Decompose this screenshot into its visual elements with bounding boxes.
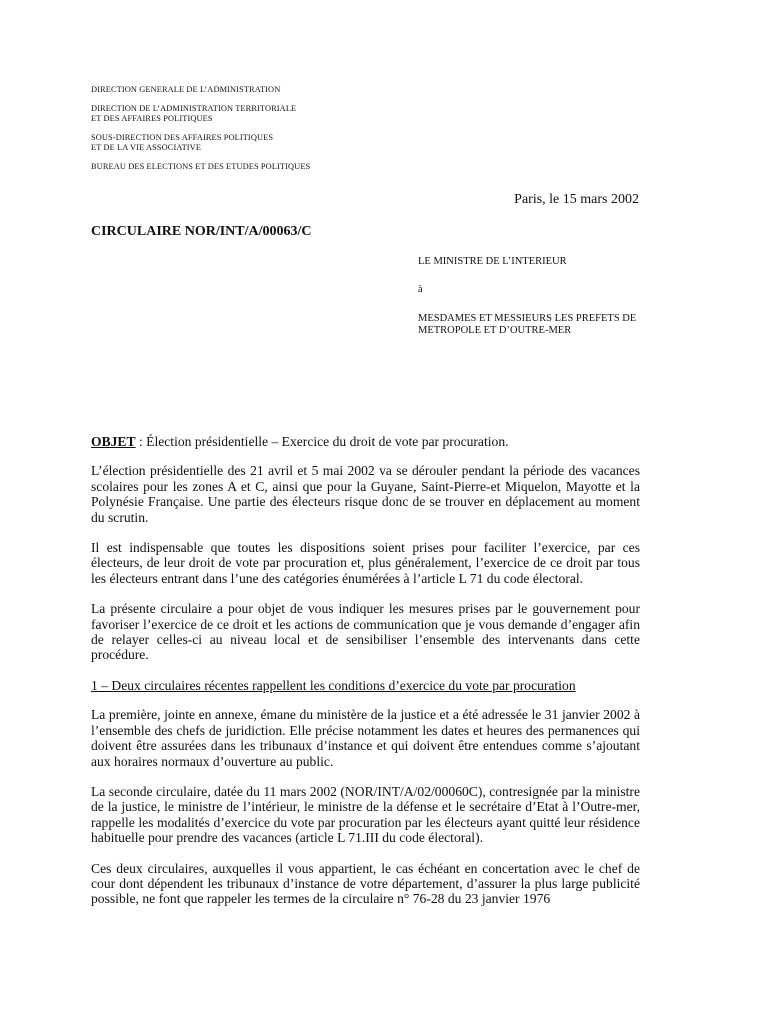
paragraph: La présente circulaire a pour objet de vous indiquer les mesures prises par le gouvernement pour favoriser l’exercice de ce droit et les actions de communication que je vous demande d’engager afin de relayer celles-ci au niveau local et de sensibiliser l’ensemble des intervenants dans cette procédure.	[91, 601, 640, 663]
header-group	[91, 85, 411, 95]
paragraph: L’élection présidentielle des 21 avril et 5 mai 2002 va se dérouler pendant la période des vacances scolaires pour les zones A et C, ainsi que pour la Guyane, Saint-Pierre-et Miquelon, Mayotte et la Polynésie Française. Une partie des électeurs risque donc de se trouver en déplacement au moment du scrutin.	[91, 463, 640, 525]
objet-text: Élection présidentielle – Exercice du droit de vote par procuration.	[146, 434, 509, 449]
objet-label: OBJET	[91, 434, 136, 449]
address-recipients: MESDAMES ET MESSIEURS LES PREFETS DE METROPOLE ET D’OUTRE-MER	[418, 312, 637, 337]
header-line: SOUS-DIRECTION DES AFFAIRES POLITIQUES	[91, 133, 274, 142]
document-body	[91, 434, 640, 922]
header-group	[91, 162, 411, 172]
paragraph: La seconde circulaire, datée du 11 mars 2002 (NOR/INT/A/02/00060C), contresignée par la ministre de la justice, le ministre de l’intérieur, le ministre de la défense et le secrétaire d’Etat à l’Outre-mer, rappelle les modalités d’exercice du vote par procuration par les électeurs ayant quitté leur résidence habituelle pour prendre des vacances (article L 71.III du code électoral).	[91, 783, 640, 846]
objet-separator: :	[135, 434, 147, 449]
header-line: BUREAU DES ELECTIONS ET DES ETUDES POLITIQUES	[91, 162, 311, 171]
address-a: à	[418, 284, 423, 296]
section-title	[91, 678, 640, 693]
header-line: ET DES AFFAIRES POLITIQUES	[91, 114, 213, 123]
header-group	[91, 104, 411, 124]
paragraph: Il est indispensable que toutes les dispositions soient prises pour faciliter l’exercice, par ces électeurs, de leur droit de vote par procuration et, plus généralement, l’exercice de ce droit par tous les électeurs entrant dans l’une des catégories énumérées à l’article L 71 du code électoral.	[91, 540, 640, 586]
section-title-text: 1 – Deux circulaires récentes rappellent les conditions d’exercice du vote par procuration	[91, 677, 576, 693]
administration-header	[91, 85, 411, 181]
header-line: DIRECTION GENERALE DE L’ADMINISTRATION	[91, 85, 281, 94]
address-block	[418, 256, 643, 338]
header-line: DIRECTION DE L’ADMINISTRATION TERRITORIALE	[91, 104, 297, 113]
address-sender: LE MINISTRE DE L’INTERIEUR	[418, 256, 567, 267]
header-group	[91, 133, 411, 153]
paragraph: La première, jointe en annexe, émane du ministère de la justice et a été adressée le 31 janvier 2002 à l’ensemble des chefs de juridiction. Elle précise notamment les dates et heures des permanences qui doivent être assurées dans les tribunaux d’instance et qui doivent être entendues comme s’ajoutant aux horaires normaux d’ouverture au public.	[91, 707, 640, 769]
circulaire-reference: CIRCULAIRE NOR/INT/A/00063/C	[91, 224, 312, 239]
date-line: Paris, le 15 mars 2002	[514, 192, 639, 207]
header-line: ET DE LA VIE ASSOCIATIVE	[91, 143, 202, 152]
objet-line	[91, 434, 640, 449]
paragraph: Ces deux circulaires, auxquelles il vous appartient, le cas échéant en concertation avec le chef de cour dont dépendent les tribunaux d’instance de votre département, d’assurer la plus large publicité possible, ne font que rappeler les termes de la circulaire n° 76-28 du 23 janvier 1976	[91, 860, 640, 907]
